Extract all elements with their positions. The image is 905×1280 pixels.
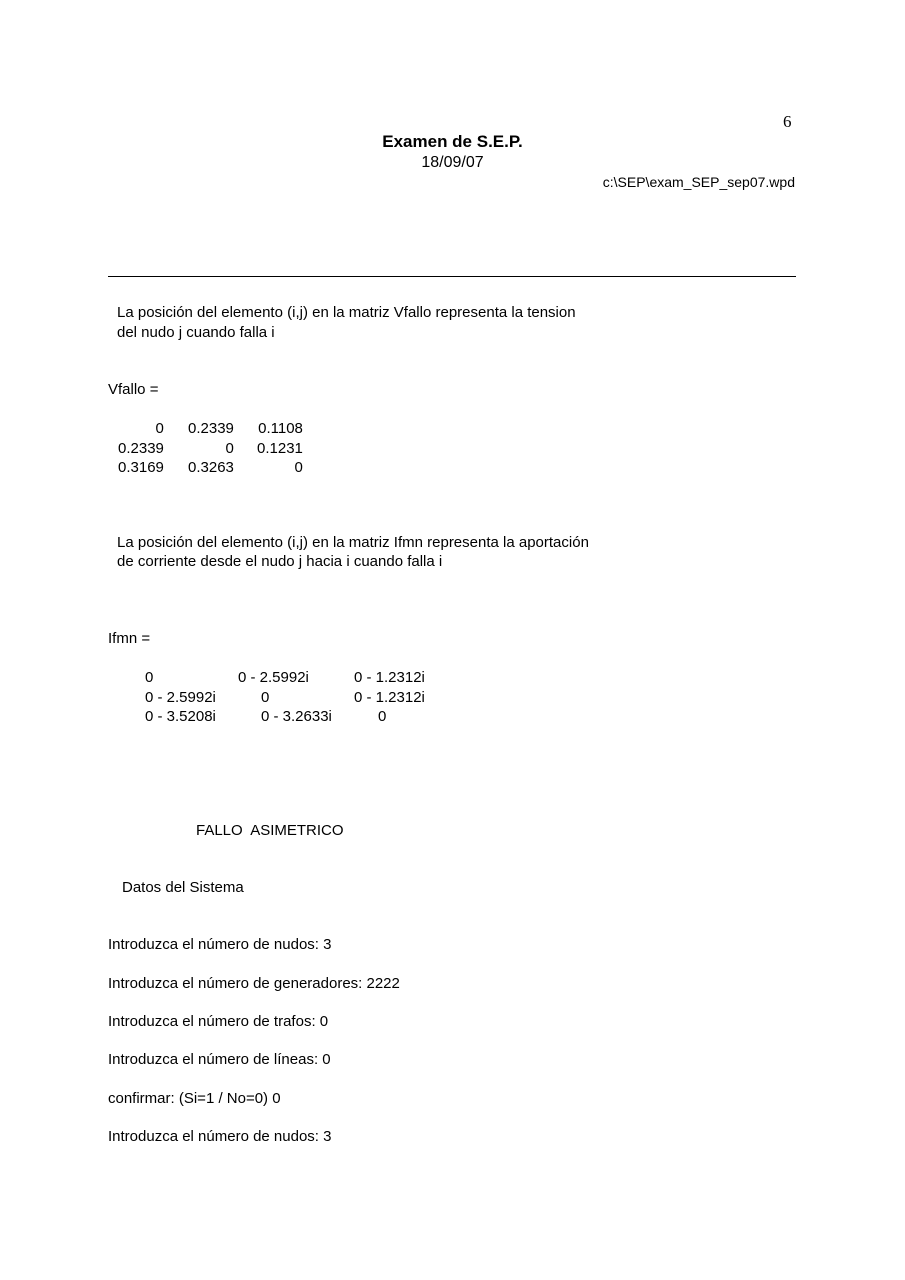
ifmn-matrix <box>145 668 454 727</box>
ifmn-description-line1: La posición del elemento (i,j) en la matriz Ifmn representa la aportación <box>117 534 589 551</box>
section-subheading: Datos del Sistema <box>122 879 244 896</box>
prompt-line: confirmar: (Si=1 / No=0) 0 <box>108 1090 281 1107</box>
matrix-row <box>145 668 454 688</box>
vfallo-description-line2: del nudo j cuando falla i <box>117 324 275 341</box>
matrix-cell: 0 - 1.2312i <box>354 669 425 686</box>
matrix-cell: 0 <box>294 459 303 476</box>
matrix-cell: 0 <box>155 420 164 437</box>
vfallo-description-line1: La posición del elemento (i,j) en la matriz Vfallo representa la tension <box>117 304 576 321</box>
matrix-cell: 0.1231 <box>257 439 303 457</box>
section-heading: FALLO ASIMETRICO <box>196 822 344 839</box>
matrix-cell: 0 - 2.5992i <box>145 688 216 706</box>
matrix-row <box>145 707 454 727</box>
matrix-cell: 0.3169 <box>118 459 164 476</box>
matrix-row <box>118 458 303 478</box>
vfallo-label: Vfallo = <box>108 381 159 398</box>
ifmn-label: Ifmn = <box>108 630 151 647</box>
matrix-cell: 0 - 3.2633i <box>261 708 332 725</box>
matrix-cell: 0 <box>145 669 154 686</box>
matrix-cell: 0.2339 <box>188 420 234 437</box>
matrix-cell: 0 <box>225 439 234 457</box>
matrix-cell: 0.1108 <box>258 420 303 437</box>
matrix-cell: 0 - 1.2312i <box>354 688 425 706</box>
page-number: 6 <box>783 112 792 131</box>
matrix-row <box>118 419 303 439</box>
prompt-line: Introduzca el número de nudos: 3 <box>108 1128 332 1145</box>
ifmn-description-line2: de corriente desde el nudo j hacia i cuando falla i <box>117 553 443 570</box>
matrix-cell: 0 - 2.5992i <box>238 669 309 686</box>
document-title: Examen de S.E.P. <box>382 132 523 151</box>
prompt-line: Introduzca el número de generadores: 2222 <box>108 975 400 992</box>
matrix-row <box>145 688 454 708</box>
header-divider <box>108 276 796 277</box>
matrix-cell: 0 <box>378 708 387 725</box>
matrix-cell: 0 - 3.5208i <box>145 708 216 725</box>
prompt-line: Introduzca el número de líneas: 0 <box>108 1051 331 1068</box>
matrix-cell: 0.3263 <box>188 459 234 476</box>
prompt-line: Introduzca el número de nudos: 3 <box>108 936 332 953</box>
matrix-cell: 0.2339 <box>118 439 164 457</box>
matrix-row <box>118 439 303 459</box>
vfallo-matrix <box>118 419 303 478</box>
document-date: 18/09/07 <box>421 154 484 171</box>
prompt-line: Introduzca el número de trafos: 0 <box>108 1013 329 1030</box>
file-path: c:\SEP\exam_SEP_sep07.wpd <box>602 174 795 190</box>
matrix-cell: 0 <box>261 688 270 706</box>
